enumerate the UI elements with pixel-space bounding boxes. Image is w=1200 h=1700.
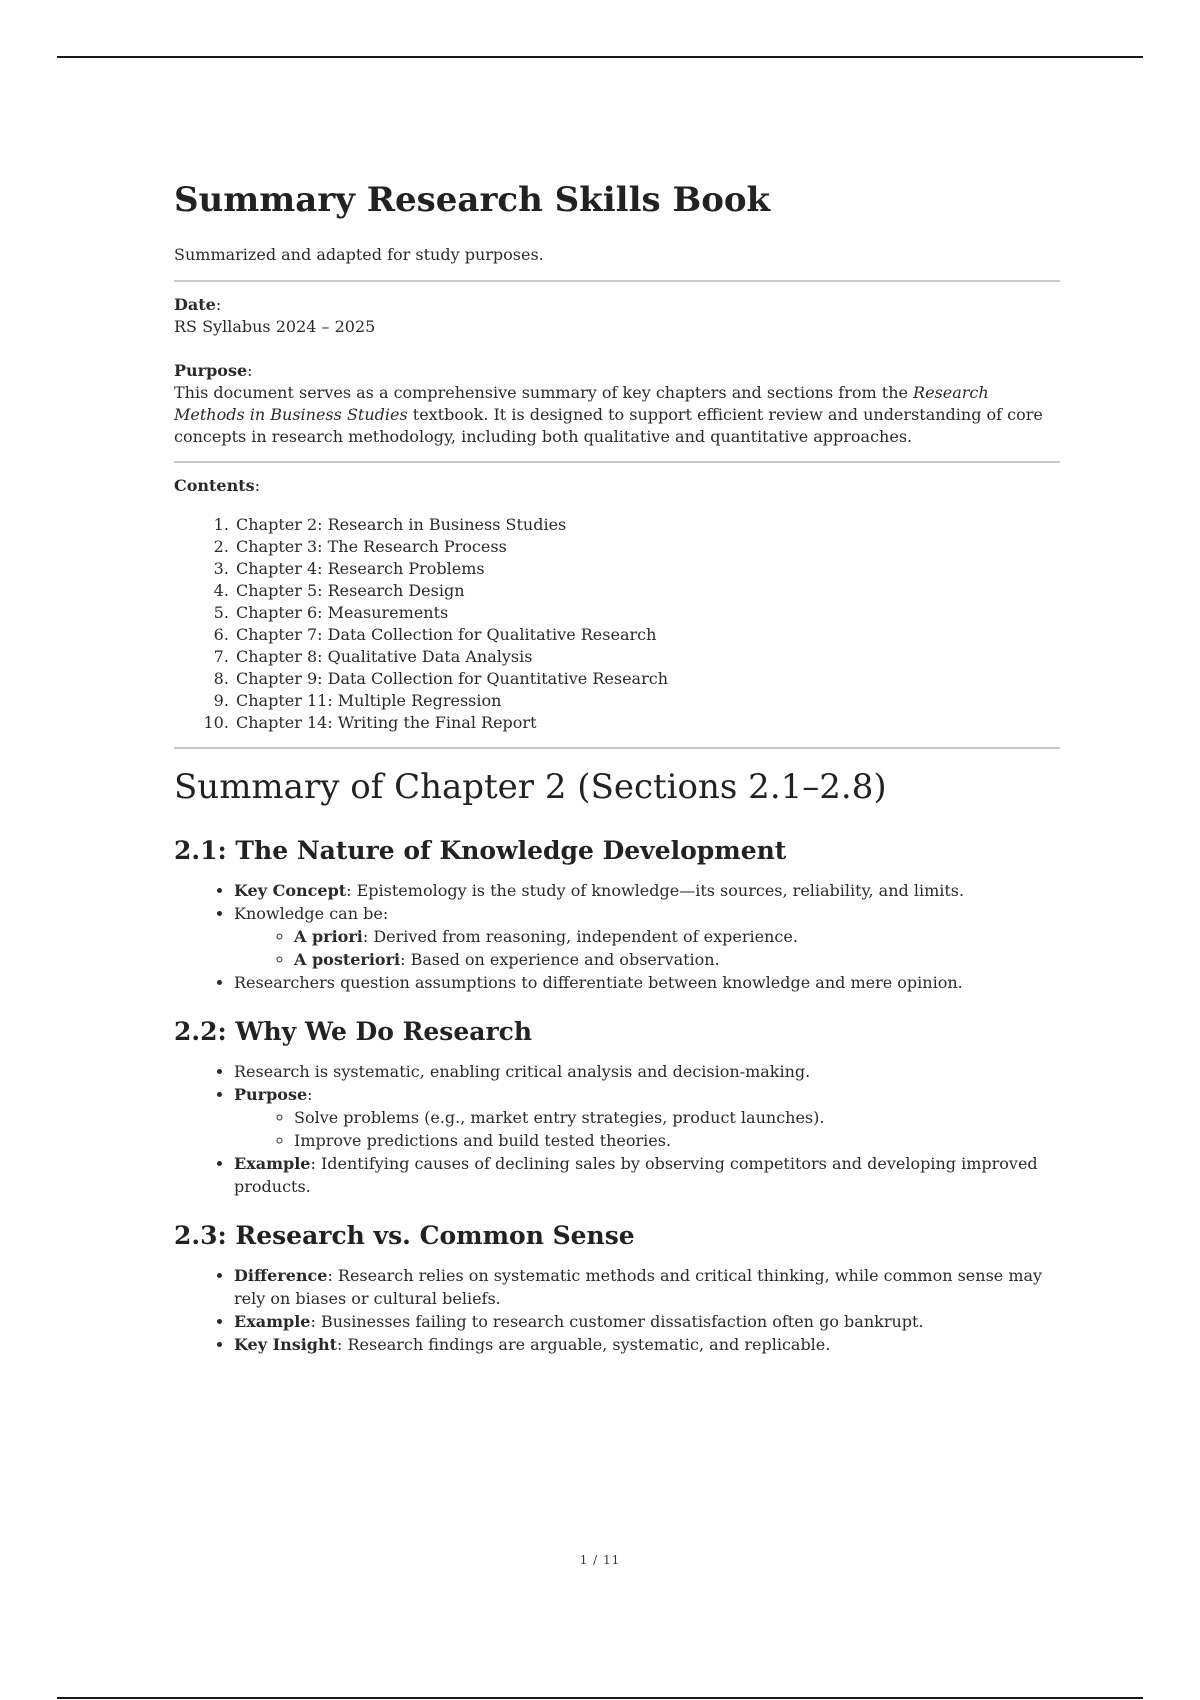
sub-list-item: ◦ Improve predictions and build tested theories. <box>294 1129 1060 1152</box>
purpose-block: Purpose: This document serves as a comprehensive summary of key chapters and sections from the Research Methods in Business Studies textbook. It is designed to support efficient review and understanding of core concepts in research methodology, including both qualitative and quantitative approaches. <box>174 360 1060 448</box>
purpose-sublist <box>234 1106 1060 1152</box>
date-block: Date: RS Syllabus 2024 – 2025 <box>174 294 1060 338</box>
section-2-3-list <box>174 1264 1060 1356</box>
toc-item: 3. Chapter 4: Research Problems <box>234 558 1060 580</box>
page-number: 1 / 11 <box>579 1553 621 1567</box>
purpose-bullet-colon: : <box>307 1085 313 1104</box>
toc-item: 2. Chapter 3: The Research Process <box>234 536 1060 558</box>
section-heading-2-3: 2.3: Research vs. Common Sense <box>174 1221 635 1250</box>
list-item <box>234 879 1060 902</box>
toc-item: 8. Chapter 9: Data Collection for Quantitative Research <box>234 668 1060 690</box>
sub-list-item: ◦ Solve problems (e.g., market entry strategies, product launches). <box>294 1106 1060 1129</box>
toc-item: 4. Chapter 5: Research Design <box>234 580 1060 602</box>
chapter-heading: Summary of Chapter 2 (Sections 2.1–2.8) <box>174 767 887 807</box>
page-bottom-rule <box>57 1697 1143 1699</box>
section-heading-2-2: 2.2: Why We Do Research <box>174 1017 533 1046</box>
knowledge-types-sublist <box>234 925 1060 971</box>
divider <box>174 280 1060 282</box>
divider <box>174 747 1060 749</box>
list-item <box>234 1152 1060 1198</box>
key-insight-label: Key Insight <box>234 1335 338 1354</box>
page-top-rule <box>57 56 1143 58</box>
contents-heading: Contents: <box>174 476 261 495</box>
section-2-2-list <box>174 1060 1060 1198</box>
contents-label: Contents <box>174 476 255 495</box>
a-posteriori-text: : Based on experience and observation. <box>400 950 720 969</box>
page-content <box>174 172 1060 1356</box>
a-posteriori-label: A posteriori <box>294 950 401 969</box>
knowledge-types-intro: Knowledge can be: <box>234 904 389 923</box>
toc-item: 9. Chapter 11: Multiple Regression <box>234 690 1060 712</box>
key-concept-text: : Epistemology is the study of knowledge—its sources, reliability, and limits. <box>346 881 965 900</box>
purpose-text-start: This document serves as a comprehensive summary of key chapters and sections from the <box>174 383 914 402</box>
toc-item: 6. Chapter 7: Data Collection for Qualitative Research <box>234 624 1060 646</box>
document-title: Summary Research Skills Book <box>174 180 771 220</box>
list-item: • Research is systematic, enabling critical analysis and decision-making. <box>234 1060 1060 1083</box>
toc-item: 1. Chapter 2: Research in Business Studies <box>234 514 1060 536</box>
date-value: RS Syllabus 2024 – 2025 <box>174 317 376 336</box>
key-insight-text: : Research findings are arguable, systematic, and replicable. <box>337 1335 831 1354</box>
toc-item: 7. Chapter 8: Qualitative Data Analysis <box>234 646 1060 668</box>
list-item <box>234 1310 1060 1333</box>
section-heading-2-1: 2.1: The Nature of Knowledge Development <box>174 836 787 865</box>
example-text: : Identifying causes of declining sales by observing competitors and developing improved products. <box>234 1154 1038 1196</box>
table-of-contents <box>174 514 1060 734</box>
a-priori-text: : Derived from reasoning, independent of experience. <box>362 927 798 946</box>
a-priori-label: A priori <box>294 927 363 946</box>
example-label: Example <box>234 1154 311 1173</box>
key-concept-label: Key Concept <box>234 881 347 900</box>
sub-list-item <box>294 948 1060 971</box>
divider <box>174 461 1060 463</box>
difference-label: Difference <box>234 1266 328 1285</box>
list-item <box>234 1333 1060 1356</box>
toc-item: 5. Chapter 6: Measurements <box>234 602 1060 624</box>
list-item <box>234 902 1060 971</box>
toc-item: 10. Chapter 14: Writing the Final Report <box>234 712 1060 734</box>
list-item: • Researchers question assumptions to differentiate between knowledge and mere opinion. <box>234 971 1060 994</box>
example-text: : Businesses failing to research customer dissatisfaction often go bankrupt. <box>310 1312 924 1331</box>
purpose-book-title: Research Methods in Business Studies <box>174 383 989 424</box>
example-label: Example <box>234 1312 311 1331</box>
date-label: Date <box>174 295 216 314</box>
purpose-text-end: textbook. It is designed to support efficient review and understanding of core concepts in research methodology, including both qualitative and quantitative approaches. <box>174 405 1043 446</box>
purpose-paragraph <box>174 382 1060 448</box>
section-2-1-list <box>174 879 1060 994</box>
list-item <box>234 1083 1060 1152</box>
list-item <box>234 1264 1060 1310</box>
difference-text: : Research relies on systematic methods and critical thinking, while common sense may rely on biases or cultural beliefs. <box>234 1266 1043 1308</box>
sub-list-item <box>294 925 1060 948</box>
document-subtitle: Summarized and adapted for study purposes. <box>174 245 544 264</box>
purpose-bullet-label: Purpose <box>234 1085 308 1104</box>
purpose-label: Purpose <box>174 361 248 380</box>
